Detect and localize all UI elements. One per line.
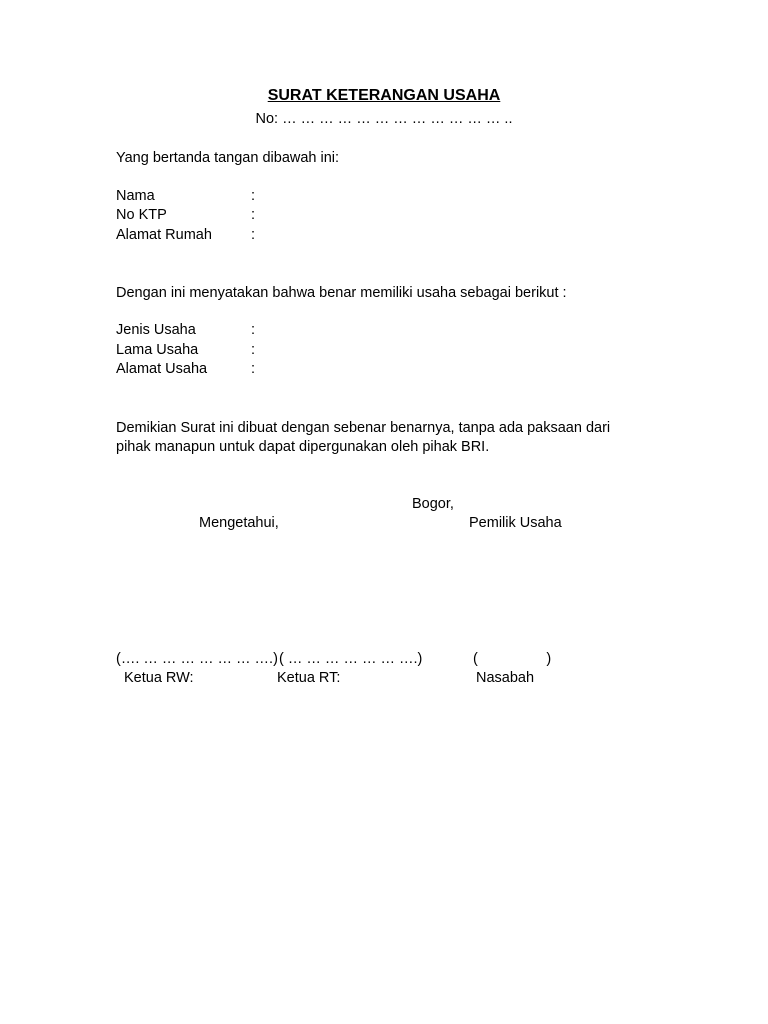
statement-text: Dengan ini menyatakan bahwa benar memiliki usaha sebagai berikut : bbox=[116, 285, 567, 301]
owner-label: Pemilik Usaha bbox=[469, 515, 562, 531]
closing-text-line-1: Demikian Surat ini dibuat dengan sebenar benarnya, tanpa ada paksaan dari bbox=[116, 420, 611, 436]
closing-text-line-2: pihak manapun untuk dapat dipergunakan oleh pihak BRI. bbox=[116, 439, 490, 455]
signature-role-nasabah: Nasabah bbox=[476, 670, 535, 686]
field-label-jenis-usaha: Jenis Usaha bbox=[116, 322, 196, 338]
field-label-no-ktp: No KTP bbox=[116, 207, 167, 223]
field-colon-jenis-usaha: : bbox=[251, 322, 256, 338]
field-label-alamat-rumah: Alamat Rumah bbox=[116, 227, 212, 243]
document-number: No: … … … … … … … … … … … … .. bbox=[255, 111, 513, 127]
place-label: Bogor, bbox=[412, 496, 454, 512]
intro-text: Yang bertanda tangan dibawah ini: bbox=[116, 150, 340, 166]
field-colon-no-ktp: : bbox=[251, 207, 256, 223]
field-colon-lama-usaha: : bbox=[251, 342, 256, 358]
field-label-lama-usaha: Lama Usaha bbox=[116, 342, 199, 358]
field-colon-nama: : bbox=[251, 188, 256, 204]
signature-blank-rt: ( … … … … … … ….) bbox=[279, 651, 423, 667]
signature-role-rw: Ketua RW: bbox=[124, 670, 194, 686]
field-label-alamat-usaha: Alamat Usaha bbox=[116, 361, 208, 377]
field-label-nama: Nama bbox=[116, 188, 155, 204]
field-colon-alamat-rumah: : bbox=[251, 227, 256, 243]
acknowledged-label: Mengetahui, bbox=[199, 515, 279, 531]
signature-role-rt: Ketua RT: bbox=[277, 670, 341, 686]
signature-blank-nasabah: ( ) bbox=[473, 651, 552, 667]
field-colon-alamat-usaha: : bbox=[251, 361, 256, 377]
document-title: SURAT KETERANGAN USAHA bbox=[267, 87, 501, 104]
signature-blank-rw: (…. … … … … … … ….) bbox=[116, 651, 278, 667]
